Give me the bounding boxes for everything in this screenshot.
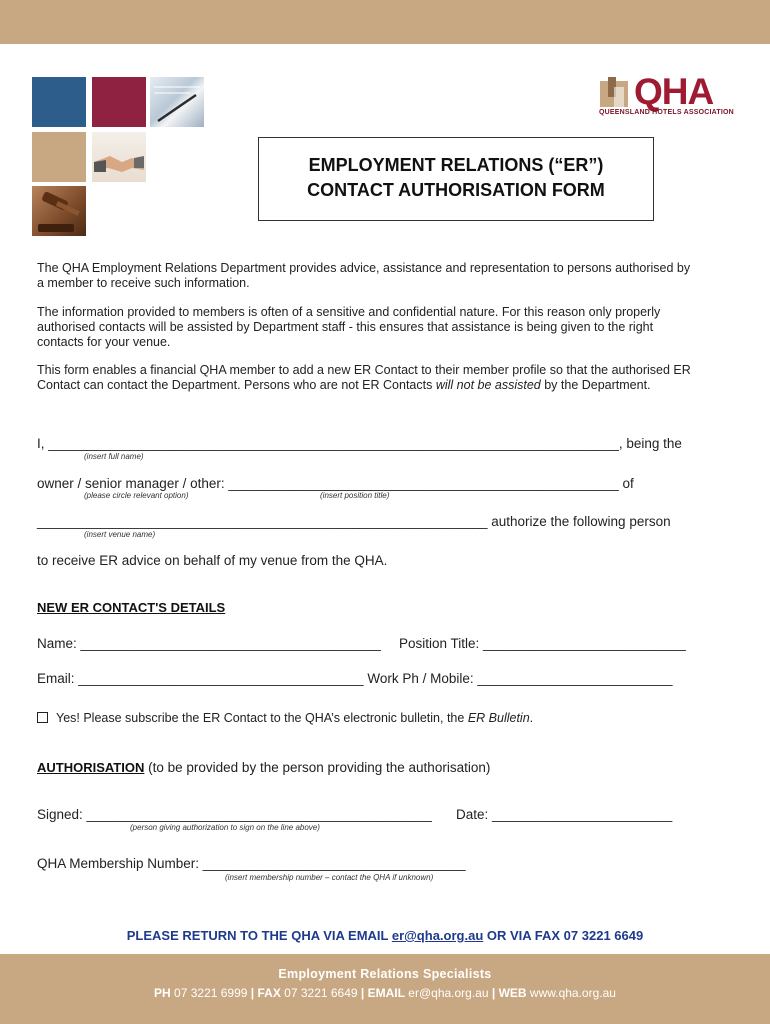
receive-statement: to receive ER advice on behalf of my venue from the QHA. [37,553,388,568]
subscribe-label: Yes! Please subscribe the ER Contact to the QHA’s electronic bulletin, the [56,711,468,725]
bulletin-name: ER Bulletin [467,711,530,725]
contact-email-phone-field[interactable]: Email: ______________________________________ Work Ph / Mobile: __________________________ [37,671,673,686]
subscribe-checkbox[interactable] [37,712,48,723]
date-field[interactable]: Date: ________________________ [456,807,673,822]
form-title-line2: CONTACT AUTHORISATION FORM [307,180,605,200]
footer-email[interactable]: er@qha.org.au [404,986,489,1000]
position-field[interactable]: owner / senior manager / other: ____________________________________________________ of [37,476,634,491]
intro-paragraph-1: The QHA Employment Relations Department provides advice, assistance and representation to persons authorised by a member to receive such information. [37,261,691,290]
full-name-hint: (insert full name) [84,452,144,461]
tan-tile [32,132,86,182]
pen-icon [150,77,204,127]
authorisation-note: (to be provided by the person providing the authorisation) [144,760,491,775]
footer-banner [0,954,770,1024]
contact-position-field[interactable]: Position Title: ___________________________ [399,636,686,651]
footer-separator: | [488,986,499,1000]
footer-fax: 07 3221 6649 [280,986,358,1000]
footer-email-label: EMAIL [367,986,405,1000]
footer-contacts [0,986,770,1000]
handshake-photo [92,132,146,182]
form-title-line1: EMPLOYMENT RELATIONS (“ER”) [308,155,604,175]
top-banner [0,0,770,44]
footer-tagline: Employment Relations Specialists [278,967,492,981]
membership-hint: (insert membership number – contact the QHA if unknown) [225,873,434,882]
footer-separator: | [357,986,368,1000]
footer-fax-label: FAX [257,986,281,1000]
signature-field[interactable]: Signed: ______________________________________________ [37,807,432,822]
contact-name-field[interactable]: Name: ________________________________________ [37,636,381,651]
gavel-photo [32,186,86,236]
blue-tile [32,77,86,127]
footer-ph-label: PH [154,986,171,1000]
footer-separator: | [247,986,258,1000]
p3-emphasis: will not be assisted [435,378,541,392]
handshake-icon [92,132,146,182]
venue-hint: (insert venue name) [84,530,156,539]
footer-phone: 07 3221 6999 [170,986,248,1000]
circle-option-hint: (please circle relevant option) [84,491,189,500]
signature-hint: (person giving authorization to sign on the line above) [130,823,320,832]
return-email-link[interactable]: er@qha.org.au [391,928,484,943]
membership-number-field[interactable]: QHA Membership Number: ___________________________________ [37,856,466,871]
return-instructions [0,928,770,943]
p3-end: by the Department. [540,378,651,392]
subscribe-row[interactable] [37,711,533,725]
logo-tagline: QUEENSLAND HOTELS ASSOCIATION [599,109,734,116]
return-text: PLEASE RETURN TO THE QHA VIA EMAIL [126,928,392,943]
footer-web[interactable]: www.qha.org.au [526,986,616,1000]
gavel-icon [32,186,86,236]
authorisation-heading-row [37,760,490,775]
position-title-hint: (insert position title) [320,491,390,500]
venue-field[interactable]: ____________________________________________________________ authorize the following person [37,514,671,529]
logo-wordmark: QHA [634,71,714,112]
p3-text: This form enables a financial QHA member to add a new ER Contact to their member profile so that the authorised ER Contact can contact the Department. Persons who are not ER Contacts [37,363,691,392]
qha-logo-mark-icon [600,77,632,107]
intro-paragraph-3 [37,363,697,393]
footer-web-label: WEB [498,986,527,1000]
qha-logo [598,71,734,121]
new-contact-heading: NEW ER CONTACT'S DETAILS [37,600,226,615]
form-title-box [258,137,654,221]
authorisation-heading: AUTHORISATION [37,760,145,775]
return-fax: OR VIA FAX 07 3221 6649 [483,928,644,943]
subscribe-end: . [529,711,534,725]
maroon-tile [92,77,146,127]
full-name-field[interactable]: I, ____________________________________________________________________________, being the [37,436,682,451]
intro-paragraph-2: The information provided to members is often of a sensitive and confidential nature. For this reason only properly authorised contacts will be assisted by Department staff - this ensures that assistance is being given to the right contacts for your venue. [37,305,661,349]
documents-photo [150,77,204,127]
